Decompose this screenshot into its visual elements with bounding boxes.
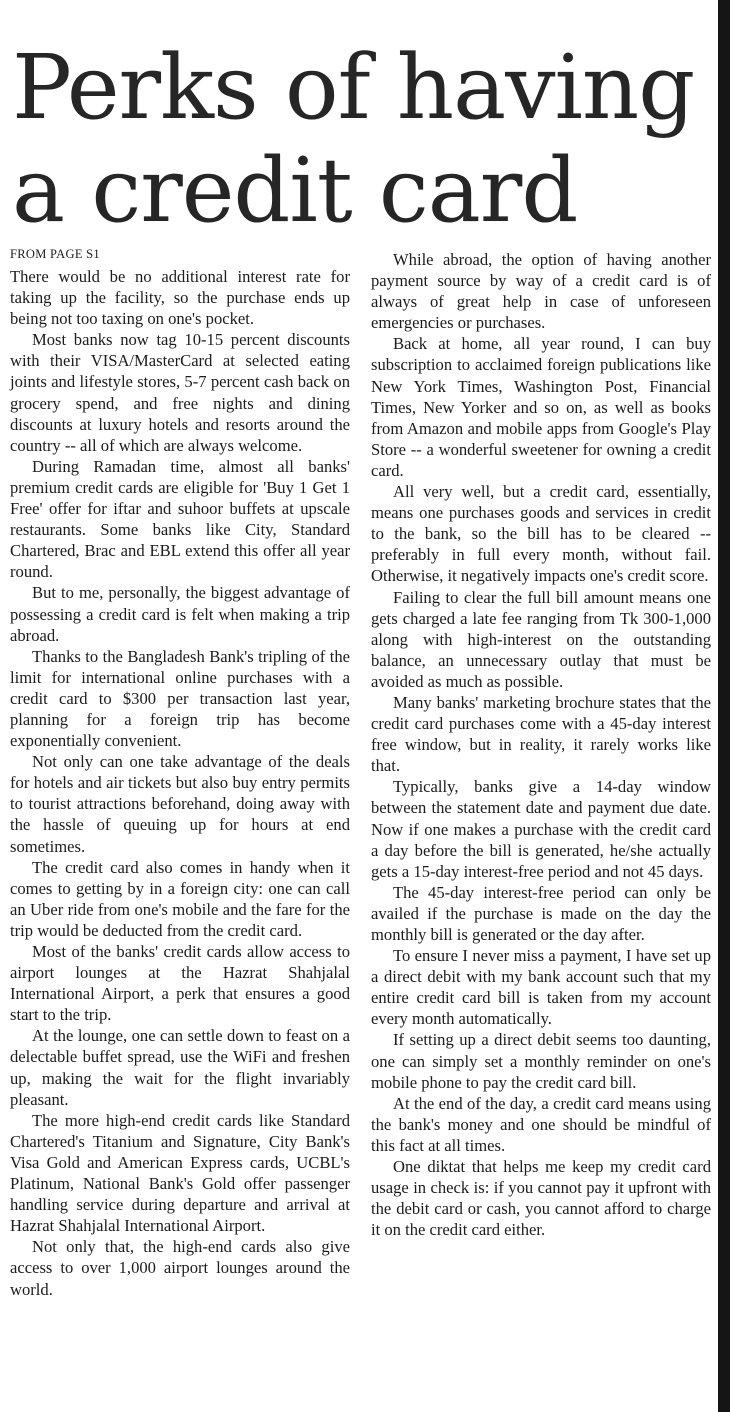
article-column-left [10, 247, 350, 1300]
paragraph: Not only can one take advantage of the deals for hotels and air tickets but also buy entry permits to tourist attractions beforehand, doing away with the hassle of queuing up for hours at end sometimes. [10, 752, 350, 856]
paragraph: Failing to clear the full bill amount means one gets charged a late fee ranging from Tk 300-1,000 along with high-interest on the outstanding balance, an unnecessary outlay that must be avoided as much as possible. [371, 587, 711, 691]
article-column-right [371, 249, 711, 1240]
paragraph: At the lounge, one can settle down to feast on a delectable buffet spread, use the WiFi and freshen up, making the wait for the flight invariably pleasant. [10, 1026, 350, 1109]
paragraph: The more high-end credit cards like Standard Chartered's Titanium and Signature, City Bank's Visa Gold and American Express cards, UCBL's Platinum, National Bank's Gold offer passenger handling service during departure and arrival at Hazrat Shahjalal International Airport. [10, 1110, 350, 1236]
paragraph: At the end of the day, a credit card means using the bank's money and one should be mindful of this fact at all times. [371, 1093, 711, 1155]
paragraph: Thanks to the Bangladesh Bank's tripling of the limit for international online purchases with a credit card to $300 per transaction last year, planning for a foreign trip has become exponentially convenient. [10, 646, 350, 751]
paragraph: There would be no additional interest rate for taking up the facility, so the purchase ends up being not too taxing on one's pocket. [10, 267, 350, 329]
paragraph: To ensure I never miss a payment, I have set up a direct debit with my bank account such that my entire credit card bill is taken from my account every month automatically. [371, 946, 711, 1029]
paragraph: During Ramadan time, almost all banks' premium credit cards are eligible for 'Buy 1 Get 1 Free' offer for iftar and suhoor buffets at upscale restaurants. Some banks like City, Standard Chartered, Brac and EBL extend this offer all year round. [10, 456, 350, 582]
paragraph: Not only that, the high-end cards also give access to over 1,000 airport lounges around the world. [10, 1237, 350, 1299]
paragraph: Most of the banks' credit cards allow access to airport lounges at the Hazrat Shahjalal International Airport, a perk that ensures a good start to the trip. [10, 942, 350, 1025]
page-edge-shadow [718, 0, 730, 1412]
paragraph: If setting up a direct debit seems too daunting, one can simply set a monthly reminder on one's mobile phone to pay the credit card bill. [371, 1030, 711, 1092]
paragraph: All very well, but a credit card, essentially, means one purchases goods and services in credit to the bank, so the bill has to be cleared -- preferably in full every month, without fail. Otherwise, it negatively impacts one's credit score. [371, 482, 711, 586]
article-headline: Perks of having a credit card [12, 35, 695, 242]
paragraph: Many banks' marketing brochure states that the credit card purchases come with a 45-day interest free window, but in reality, it rarely works like that. [371, 692, 711, 776]
paragraph: Typically, banks give a 14-day window between the statement date and payment due date. Now if one makes a purchase with the credit card a day before the bill is generated, he/she actually gets a 15-day interest-free period and not 45 days. [371, 777, 711, 881]
paragraph: But to me, personally, the biggest advantage of possessing a credit card is felt when making a trip abroad. [10, 583, 350, 645]
paragraph: Most banks now tag 10-15 percent discounts with their VISA/MasterCard at selected eating joints and lifestyle stores, 5-7 percent cash back on grocery spend, and free nights and dining discounts at luxury hotels and resorts around the country -- all of which are always welcome. [10, 330, 350, 455]
paragraph: Back at home, all year round, I can buy subscription to acclaimed foreign publications like New York Times, Washington Post, Financial Times, New Yorker and so on, as well as books from Amazon and mobile apps from Google's Play Store -- a wonderful sweetener for owning a credit card. [371, 334, 711, 480]
paragraph: The credit card also comes in handy when it comes to getting by in a foreign city: one can call an Uber ride from one's mobile and the fare for the trip would be deducted from the credit card. [10, 857, 350, 940]
continued-from-label: FROM PAGE S1 [10, 247, 100, 261]
paragraph: The 45-day interest-free period can only be availed if the purchase is made on the day the monthly bill is generated or the day after. [371, 882, 711, 944]
paragraph: One diktat that helps me keep my credit card usage in check is: if you cannot pay it upfront with the debit card or cash, you cannot afford to charge it on the credit card either. [371, 1157, 711, 1240]
paragraph: While abroad, the option of having another payment source by way of a credit card is of always of great help in case of unforeseen emergencies or purchases. [371, 250, 711, 333]
